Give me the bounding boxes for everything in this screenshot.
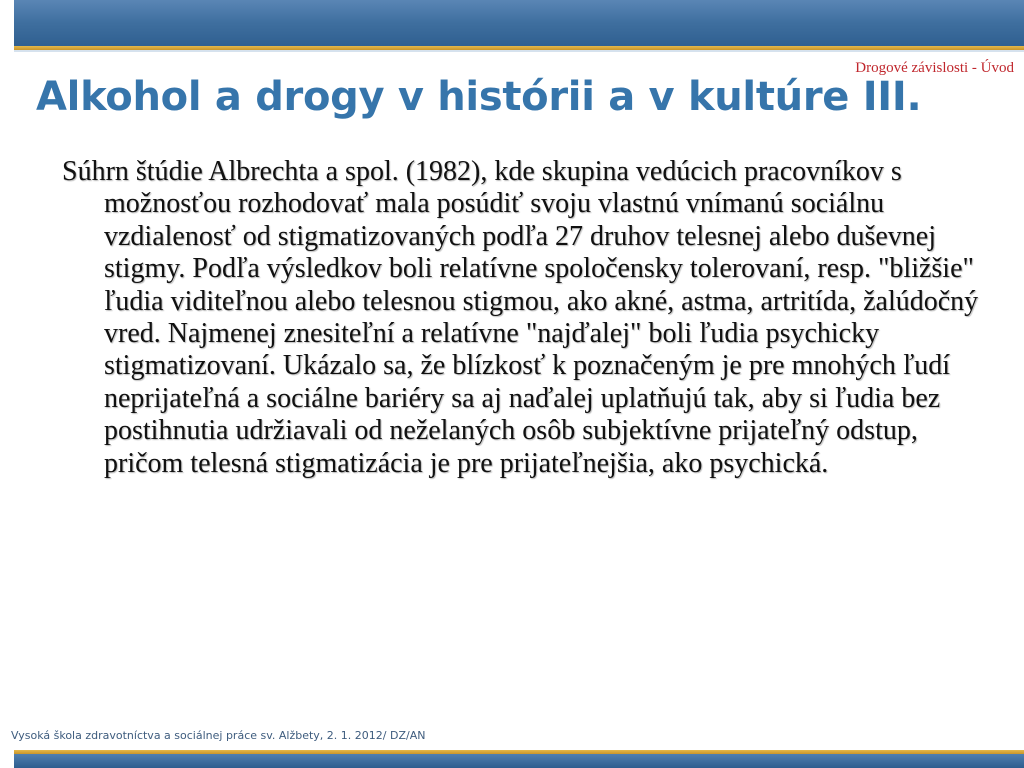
slide-title: Alkohol a drogy v histórii a v kultúre III. (36, 74, 922, 120)
footer-text: Vysoká škola zdravotníctva a sociálnej práce sv. Alžbety, 2. 1. 2012/ DZ/AN (11, 729, 426, 742)
header-bar-left-accent (0, 0, 14, 50)
header-bar (0, 0, 1024, 50)
footer-bar (0, 754, 1024, 768)
footer-bar-left-accent (0, 750, 14, 768)
body-paragraph: Súhrn štúdie Albrechta a spol. (1982), kde skupina vedúcich pracovníkov s možnosťou rozhodovať mala posúdiť svoju vlastnú vnímanú sociálnu vzdialenosť od stigmatizovaných podľa 27 druhov telesnej alebo duševnej stigmy. Podľa výsledkov boli relatívne spoločensky tolerovaní, resp. "bližšie" ľudia viditeľnou alebo telesnou stigmou, ako akné, astma, artritída, žalúdočný vred. Najmenej znesiteľní a relatívne "najďalej" boli ľudia psychicky stigmatizovaní. Ukázalo sa, že blízkosť k poznačeným je pre mnohých ľudí neprijateľná a sociálne bariéry sa aj naďalej uplatňujú tak, aby si ľudia bez postihnutia udržiavali od neželaných osôb subjektívne prijateľný odstup, pričom telesná stigmatizácia je pre prijateľnejšia, ako psychická. (62, 156, 979, 479)
header-light-line (14, 50, 1024, 52)
section-label: Drogové závislosti - Úvod (855, 60, 1014, 76)
